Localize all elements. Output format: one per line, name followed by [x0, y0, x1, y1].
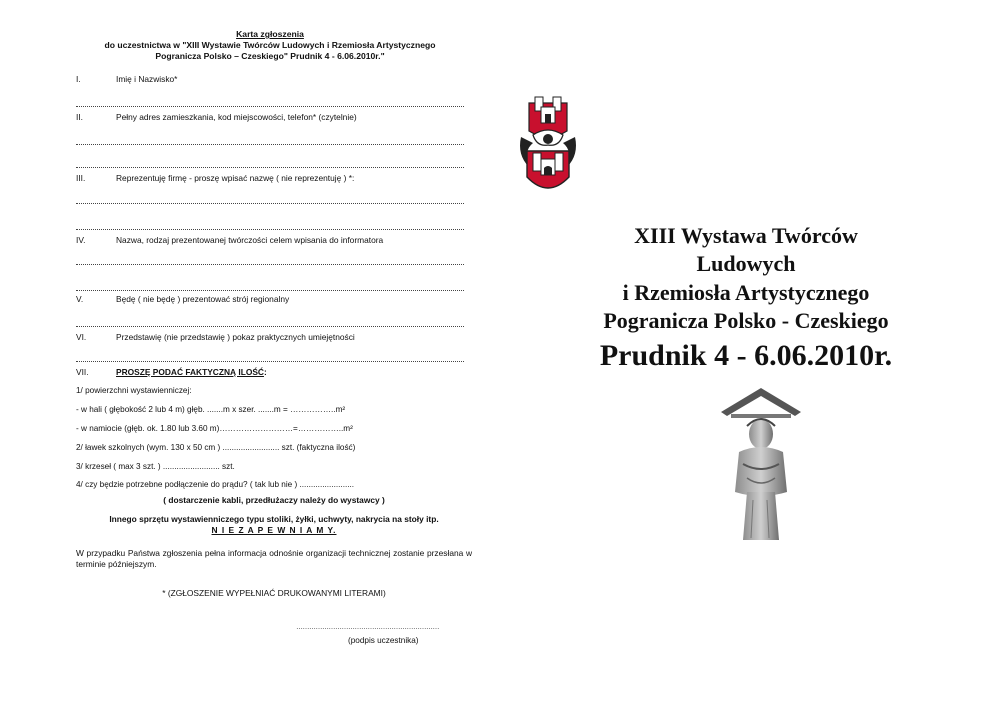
quantity-line-power[interactable]: 4/ czy będzie potrzebne podłączenie do prądu? ( tak lub nie ) ........................: [76, 480, 355, 489]
section-number: V.: [76, 294, 84, 304]
signature-line[interactable]: …………………………………………………………: [296, 624, 439, 631]
section-label: Przedstawię (nie przedstawię ) pokaz praktycznych umiejętności: [116, 332, 355, 342]
cover-title-line-1: XIII Wystawa Twórców: [634, 223, 858, 248]
fill-line[interactable]: [76, 229, 464, 230]
cover-title-line-4: Pogranicza Polsko - Czeskiego: [603, 308, 889, 333]
equipment-note: Innego sprzętu wystawienniczego typu stoliki, żyłki, uchwyty, nakrycia na stoły itp.: [109, 514, 439, 524]
fill-line[interactable]: [76, 106, 464, 107]
cover-page: [500, 0, 992, 701]
section-label: Nazwa, rodzaj prezentowanej twórczości celem wpisania do informatora: [116, 235, 384, 245]
sculpture-photo: [717, 382, 805, 540]
quantity-line-hall[interactable]: - w hali ( głębokość 2 lub 4 m) głęb. .......m x szer. .......m = ……………..m²: [76, 405, 346, 414]
section-number: IV.: [76, 235, 86, 245]
info-paragraph: W przypadku Państwa zgłoszenia pełna informacja odnośnie organizacji technicznej zostanie przesłana w terminie późniejszym.: [76, 548, 472, 569]
section-label: Reprezentuję firmę - proszę wpisać nazwę ( nie reprezentuję ) *:: [116, 173, 355, 183]
not-provided-note: N I E Z A P E W N I A M Y.: [211, 525, 337, 535]
fill-line[interactable]: [76, 167, 464, 168]
quantity-line-benches[interactable]: 2/ ławek szkolnych (wym. 130 x 50 cm ) ......................... szt. (faktyczna ilość): [76, 443, 356, 452]
section-number: VI.: [76, 332, 87, 342]
form-header-line-2: do uczestnictwa w "XIII Wystawie Twórców Ludowych i Rzemiosła Artystycznego: [104, 40, 436, 50]
cables-note: ( dostarczenie kabli, przedłużaczy należy do wystawcy ): [163, 495, 385, 505]
fill-line[interactable]: [76, 144, 464, 145]
section-label: Będę ( nie będę ) prezentować strój regionalny: [116, 294, 290, 304]
section-number: II.: [76, 112, 83, 122]
coat-of-arms-icon: [515, 95, 581, 197]
section-7-heading: PROSZĘ PODAĆ FAKTYCZNĄ ILOŚĆ: [116, 367, 264, 377]
quantity-line-tent[interactable]: - w namiocie (głęb. ok. 1.80 lub 3.60 m)………………………=……………..m²: [76, 424, 353, 433]
section-number: VII.: [76, 367, 89, 377]
form-title: Karta zgłoszenia: [236, 29, 304, 39]
application-form: [0, 0, 480, 701]
fill-line[interactable]: [76, 203, 464, 204]
fill-line[interactable]: [76, 264, 464, 265]
section-7-colon: :: [263, 367, 267, 377]
cover-date-line: Prudnik 4 - 6.06.2010r.: [599, 339, 893, 372]
section-number: I.: [76, 74, 81, 84]
signature-label: (podpis uczestnika): [348, 636, 419, 645]
section-number: III.: [76, 173, 86, 183]
quantity-line-area: 1/ powierzchni wystawienniczej:: [76, 386, 192, 395]
quantity-line-chairs[interactable]: 3/ krzeseł ( max 3 szt. ) ......................... szt.: [76, 462, 235, 471]
capitals-note: * (ZGŁOSZENIE WYPEŁNIAĆ DRUKOWANYMI LITERAMI): [162, 588, 386, 598]
form-header-line-3: Pogranicza Polsko – Czeskiego" Prudnik 4 - 6.06.2010r.": [155, 51, 385, 61]
cover-title-line-2: Ludowych: [696, 251, 796, 276]
section-label: Pełny adres zamieszkania, kod miejscowości, telefon* (czytelnie): [116, 112, 357, 122]
fill-line[interactable]: [76, 361, 464, 362]
fill-line[interactable]: [76, 290, 464, 291]
cover-title-line-3: i Rzemiosła Artystycznego: [622, 280, 870, 305]
section-label: [116, 367, 267, 377]
fill-line[interactable]: [76, 326, 464, 327]
section-label: Imię i Nazwisko*: [116, 74, 178, 84]
